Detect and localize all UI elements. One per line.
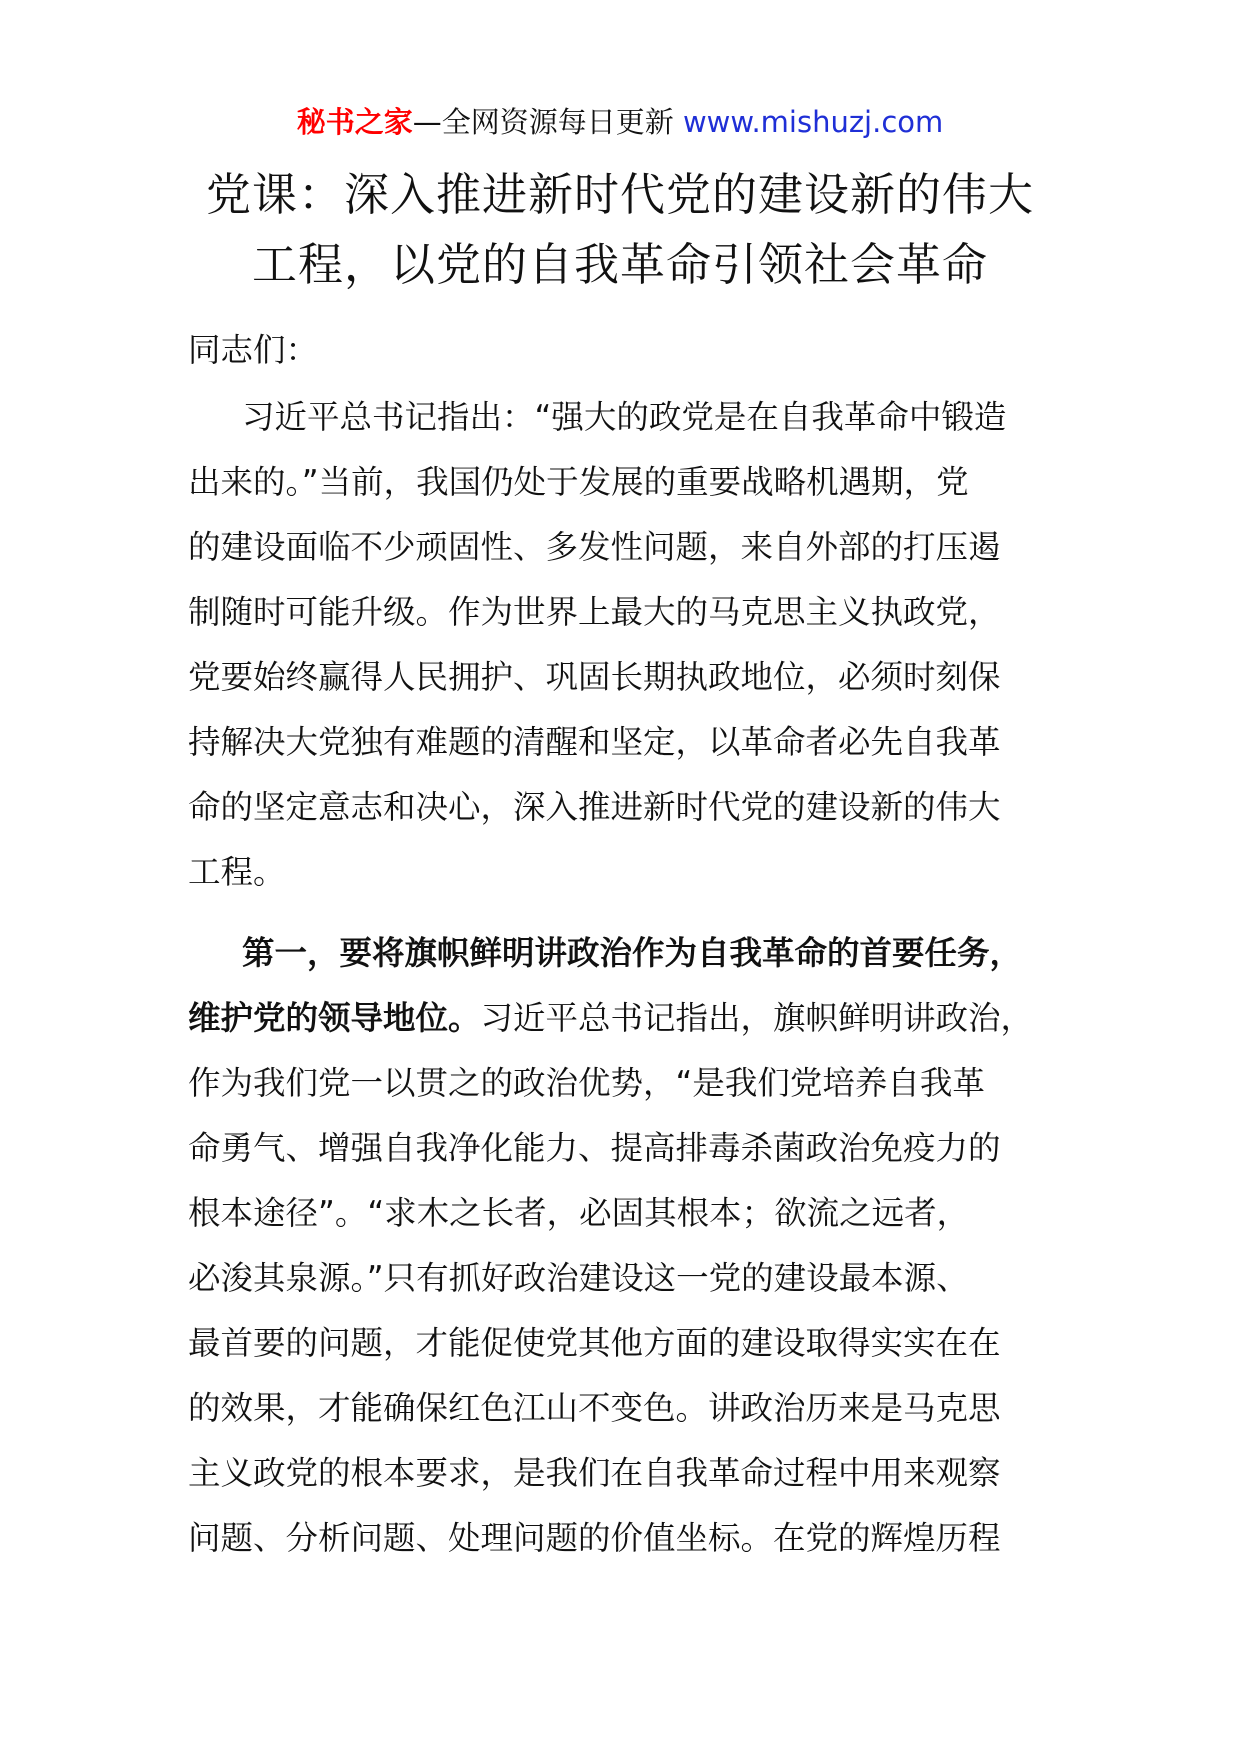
salutation: 同志们：	[188, 331, 319, 369]
header-tagline: —全网资源每日更新	[412, 105, 674, 139]
paragraph-line	[188, 986, 1108, 1051]
paragraph-first-point	[188, 921, 1108, 1571]
paragraph-line: 出来的。”当前，我国仍处于发展的重要战略机遇期，党	[188, 463, 969, 501]
paragraph-line: 习近平总书记指出：“强大的政党是在自我革命中锻造	[242, 398, 1007, 436]
paragraph-line: 必浚其泉源。”只有抓好政治建设这一党的建设最本源、	[188, 1259, 969, 1297]
paragraph-line: 工程。	[188, 853, 286, 891]
paragraph-line: 党要始终赢得人民拥护、巩固长期执政地位，必须时刻保	[188, 658, 1001, 696]
paragraph-line-text: 习近平总书记指出，旗帜鲜明讲政治，	[480, 999, 1034, 1037]
paragraph-line: 主义政党的根本要求，是我们在自我革命过程中用来观察	[188, 1454, 1001, 1492]
paragraph-line: 的效果，才能确保红色江山不变色。讲政治历来是马克思	[188, 1389, 1001, 1427]
page-header	[0, 100, 1240, 144]
paragraph-line: 的建设面临不少顽固性、多发性问题，来自外部的打压遏	[188, 528, 1001, 566]
title-line-2: 工程，以党的自我革命引领社会革命	[251, 238, 988, 291]
document-body	[188, 318, 1108, 1571]
section-heading: 第一，要将旗帜鲜明讲政治作为自我革命的首要任务，	[242, 934, 1023, 972]
paragraph-line: 问题、分析问题、处理问题的价值坐标。在党的辉煌历程	[188, 1519, 1001, 1557]
paragraph-line: 持解决大党独有难题的清醒和坚定，以革命者必先自我革	[188, 723, 1001, 761]
paragraph-intro	[188, 385, 1108, 905]
paragraph-line: 命勇气、增强自我净化能力、提高排毒杀菌政治免疫力的	[188, 1129, 1001, 1167]
paragraph-line: 最首要的问题，才能促使党其他方面的建设取得实实在在	[188, 1324, 1001, 1362]
website-url[interactable]: www.mishuzj.com	[682, 105, 944, 139]
title-line-1: 党课：深入推进新时代党的建设新的伟大	[205, 168, 1034, 221]
paragraph-line: 作为我们党一以贯之的政治优势，“是我们党培养自我革	[188, 1064, 985, 1102]
section-heading-end: 维护党的领导地位。	[188, 999, 481, 1037]
document-title	[150, 160, 1090, 300]
paragraph-line: 根本途径”。“求木之长者，必固其根本；欲流之远者，	[188, 1194, 970, 1232]
paragraph-line: 制随时可能升级。作为世界上最大的马克思主义执政党，	[188, 593, 1001, 631]
brand-name: 秘书之家	[296, 105, 413, 139]
paragraph-line: 命的坚定意志和决心，深入推进新时代党的建设新的伟大	[188, 788, 1001, 826]
